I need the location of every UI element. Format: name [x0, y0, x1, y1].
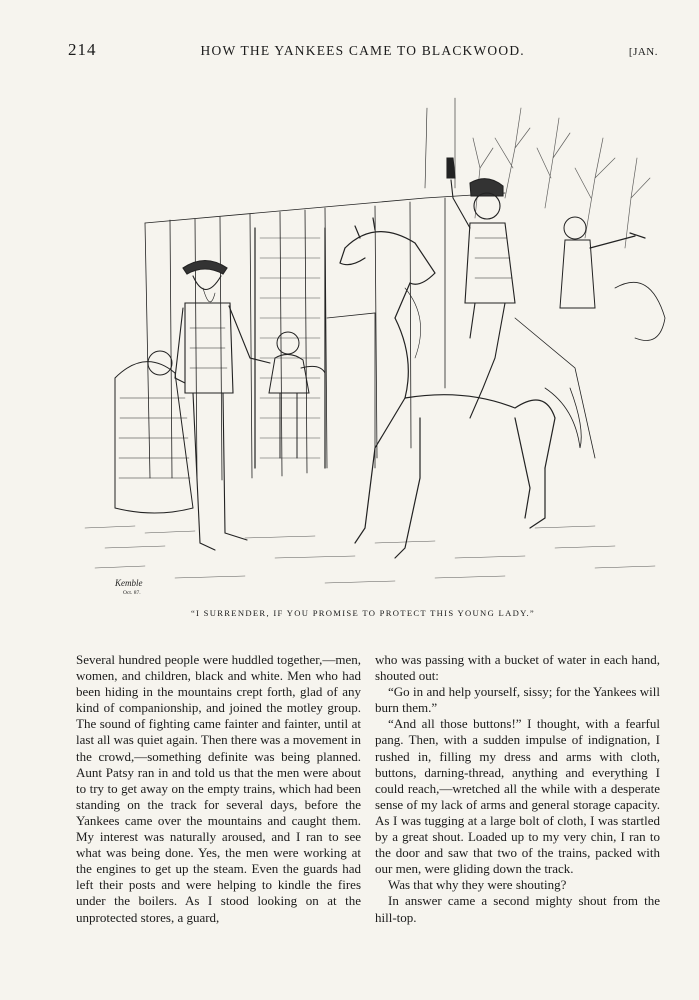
engraving-illustration — [75, 88, 670, 596]
paragraph: “And all those buttons!” I thought, with a fearful pang. Then, with a sudden impulse of indignation, I rushed in, filling my dress and arms with cloth, buttons, darning-thread, anything and everything I could reach,—wretched all the while with a desperate sense of my lack of arms and general storage capacity. As I was tugging at a large bolt of cloth, I was startled by a great shout. Loaded up to my very chin, I ran to the door and saw that two of the trains, packed with our men, were gliding down the track. — [375, 716, 660, 877]
paragraph: In answer came a second mighty shout from the hill-top. — [375, 893, 660, 925]
seated-woman — [115, 351, 193, 513]
background-trees — [473, 108, 650, 248]
running-header — [68, 40, 658, 62]
engraving-drawing — [75, 88, 670, 596]
illustration-caption: “I SURRENDER, IF YOU PROMISE TO PROTECT THIS YOUNG LADY.” — [190, 608, 536, 618]
artist-signature: Kemble — [115, 578, 143, 588]
child-figure — [269, 332, 325, 458]
running-title: HOW THE YANKEES CAME TO BLACKWOOD. — [200, 43, 525, 58]
paragraph: Several hundred people were huddled together,—men, women, and children, black and white. Men who had been hiding in the mountains crept forth, glad of any kind of companionship, and joined the motley group. The sound of fighting came fainter and fainter, until at last all was quiet again. Then there was a movement in the crowd,—something definite was being planned. Aunt Patsy ran in and told us that the men were about to try to get away on the empty trains, which had been standing on the track for several days, before the Yankees came over the mountains and caught them. My interest was naturally aroused, and I ran to see what was being done. Yes, the men were working at the engines to get up the steam. Even the guards had left their posts and were helping to kindle the fires under the boilers. As I stood looking on at the unprotected stores, a guard, — [76, 652, 361, 925]
background-soldier — [560, 217, 665, 341]
text-column-left — [76, 652, 361, 926]
cabin — [145, 98, 505, 480]
standing-man — [175, 261, 270, 551]
cabin-doorway — [260, 238, 320, 458]
paragraph: who was passing with a bucket of water in each hand, shouted out: — [375, 652, 660, 684]
paragraph: “Go in and help yourself, sissy; for the Yankees will burn them.” — [375, 684, 660, 716]
signature-date: Oct. 87. — [123, 590, 141, 596]
paragraph: Was that why they were shouting? — [388, 877, 567, 893]
ground-hatching — [85, 526, 655, 583]
month-label: [JAN. — [628, 46, 658, 58]
text-column-right — [375, 652, 660, 926]
page-number: 214 — [68, 40, 97, 59]
